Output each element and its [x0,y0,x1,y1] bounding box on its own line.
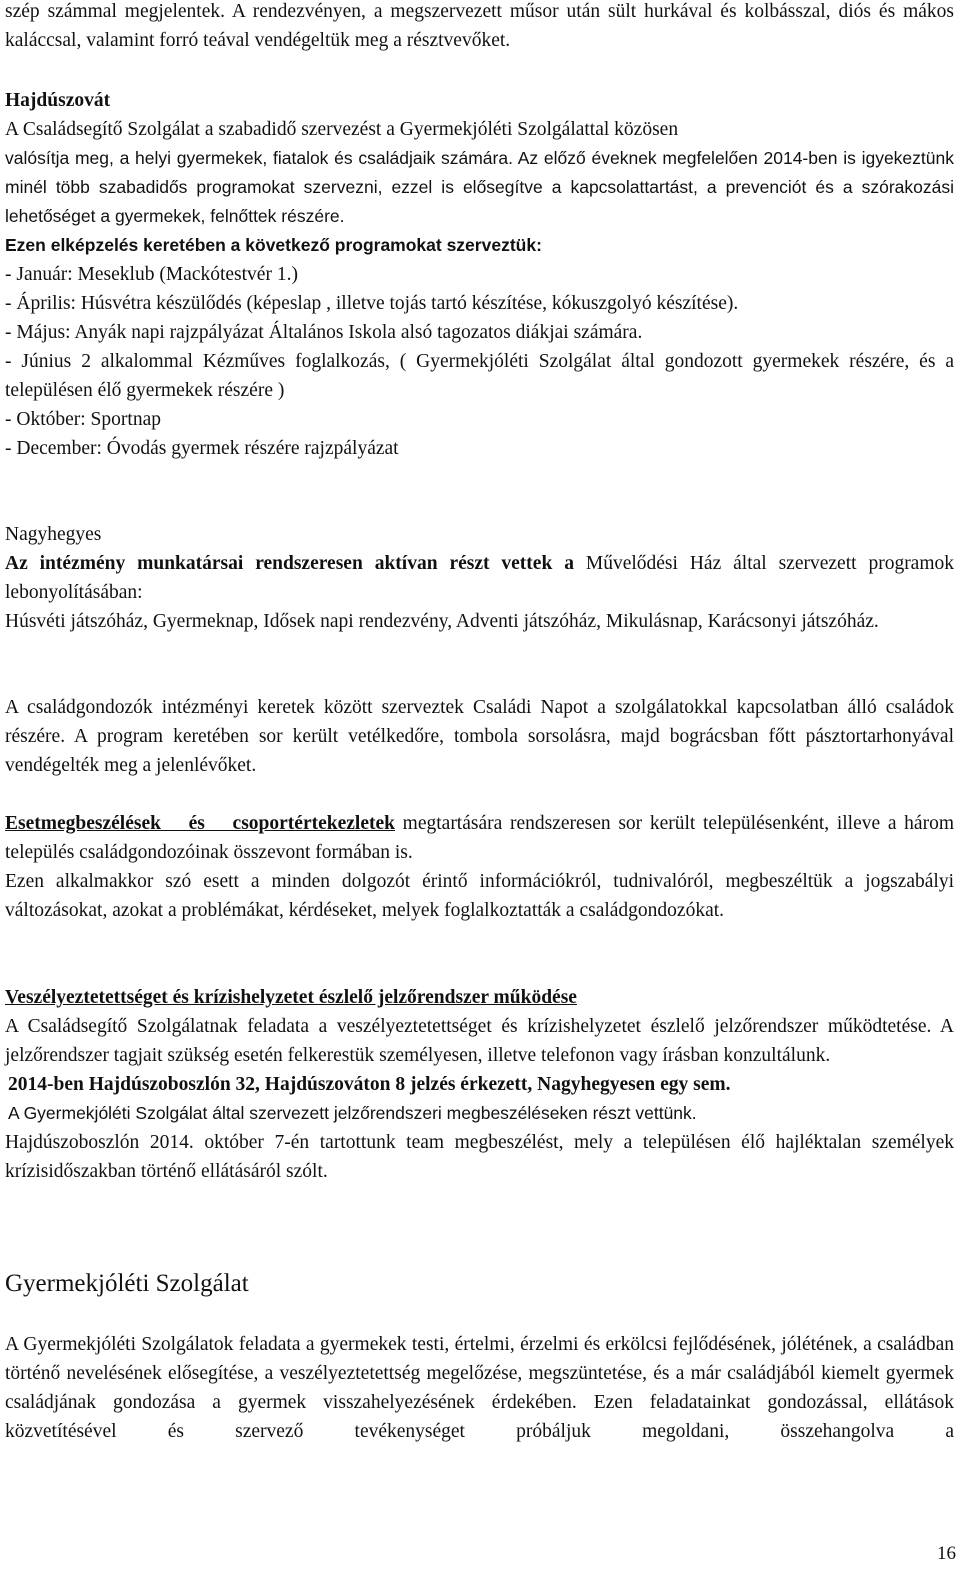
intro-section [5,0,954,55]
signal-system-section [5,983,954,1186]
case-meetings-text: megtartására rendszeresen sor került településenként, illeve a három település családgondozóinak összevont formában is. [5,813,954,863]
nagyhegyes-lead-rest: Művelődési Ház által szervezett programok lebonyolításában: [5,553,955,603]
child-welfare-body [5,1330,954,1446]
intro-paragraph: szép számmal megjelentek. A rendezvényen, a megszervezett műsor után sült hurkával és kolbásszal, diós és mákos kaláccsal, valamint forró teával vendégeltük meg a résztvevőket. [5,1,954,51]
page-number: 16 [937,1543,956,1564]
child-welfare-title: Gyermekjóléti Szolgálat [5,1270,249,1297]
hajduszovat-sans-part2: Az előző éveknek megfelelően 2014-ben is igyekeztünk minél több szabadidős programokat szervezni, ezzel is elősegítve a kapcsolattartást, a prevenciót és a szórakozási lehetőséget a gyermekek, felnőttek részére. [5,148,954,226]
case-meetings-paragraph [5,809,954,867]
signal-system-stat: 2014-ben Hajdúszoboszlón 32, Hajdúszováton 8 jelzés érkezett, Nagyhegyesen egy sem. [8,1074,731,1095]
hajduszovat-title: Hajdúszovát [5,90,111,111]
hajduszovat-sans-part1: valósítja meg, a helyi gyermekek, fiatalok és családjaik számára. [5,148,513,168]
family-day-section [5,693,954,780]
signal-system-text3: Hajdúszoboszlón 2014. október 7-én tartottunk team megbeszélést, mely a településen élő hajléktalan személyek krízisidőszakban történő ellátásáról szólt. [5,1132,954,1182]
program-item: - Június 2 alkalommal Kézműves foglalkozás, ( Gyermekjóléti Szolgálat által gondozott gyermekek részére, és a településen élő gyermekek részére ) [5,351,954,401]
nagyhegyes-title: Nagyhegyes [5,524,102,545]
hajduszovat-intro-serif: A Családsegítő Szolgálat a szabadidő szervezést a Gyermekjóléti Szolgálattal közösen [5,119,679,140]
signal-system-heading: Veszélyeztetettséget és krízishelyzetet észlelő jelzőrendszer működése [5,987,577,1008]
hajduszovat-intro-sans [5,144,954,231]
child-welfare-section [5,1268,954,1300]
case-meetings-text2: Ezen alkalmakkor szó esett a minden dolgozót érintő információkról, tudnivalóról, megbeszéltük a jogszabályi változásokat, azokat a problémákat, kérdéseket, melyek foglalkoztatták a családgondozókat. [5,871,954,921]
program-item: - Október: Sportnap [5,409,161,430]
nagyhegyes-events: Húsvéti játszóház, Gyermeknap, Idősek napi rendezvény, Adventi játszóház, Mikulásnap, Karácsonyi játszóház. [5,611,879,632]
program-item: - Május: Anyák napi rajzpályázat Általános Iskola alsó tagozatos diákjai számára. [5,322,643,343]
program-item: - December: Óvodás gyermek részére rajzpályázat [5,438,399,459]
program-item: - Április: Húsvétra készülődés (képeslap , illetve tojás tartó készítése, kókuszgolyó készítése). [5,293,739,314]
case-meetings-heading: Esetmegbeszélések és csoportértekezletek [5,813,395,834]
program-item: - Január: Meseklub (Mackótestvér 1.) [5,264,298,285]
nagyhegyes-lead [5,549,954,607]
family-day-paragraph: A családgondozók intézményi keretek között szerveztek Családi Napot a szolgálatokkal kapcsolatban álló családok részére. A program keretében sor került vetélkedőre, tombola sorsolásra, majd bográcsban főtt pásztortarhonyával vendégelték meg a jelenlévőket. [5,697,954,776]
nagyhegyes-section [5,520,954,636]
case-meetings-section [5,809,954,925]
programs-heading: Ezen elképzelés keretében a következő programokat szerveztük: [5,235,542,255]
hajduszovat-section [5,86,954,463]
nagyhegyes-lead-bold: Az intézmény munkatársai rendszeresen aktívan részt vettek a [5,553,574,574]
signal-system-text2: A Gyermekjóléti Szolgálat által szervezett jelzőrendszeri megbeszéléseken részt vettünk. [8,1103,697,1123]
child-welfare-paragraph: A Gyermekjóléti Szolgálatok feladata a gyermekek testi, értelmi, érzelmi és erkölcsi fejlődésének, jólétének, a családban történő nevelésének elősegítése, a veszélyeztetettség megelőzése, megszüntetése, és a már családjából kiemelt gyermek családjának gondozása a gyermek visszahelyezésének érdekében. Ezen feladatainkat gondozással, ellátások közvetítésével és szervező tevékenységet próbáljuk megoldani, összehangolva a [5,1334,954,1442]
signal-system-text1: A Családsegítő Szolgálatnak feladata a veszélyeztetettséget és krízishelyzetet észlelő jelzőrendszer működtetése. A jelzőrendszer tagjait szükség esetén felkerestük személyesen, illetve telefonon vagy írásban konzultálunk. [5,1016,954,1066]
